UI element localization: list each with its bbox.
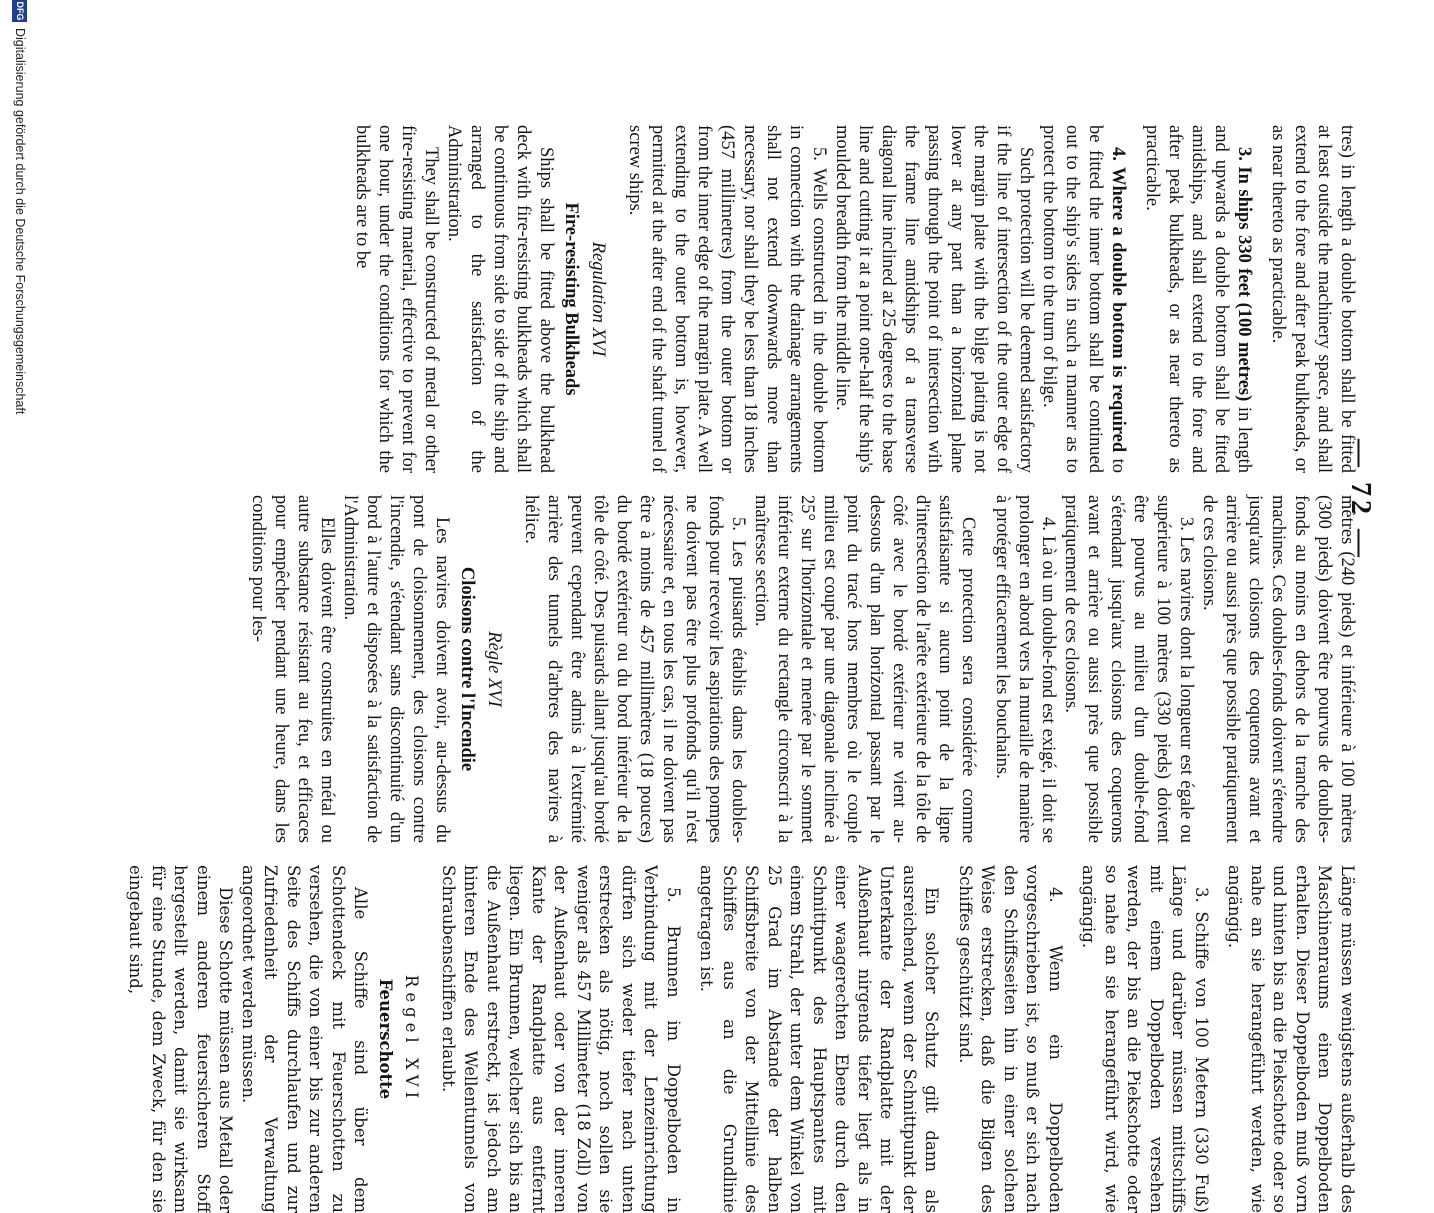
paragraph: Diese Schotte müssen aus Metall oder einem anderen feuersicheren Stoff hergestellt werden, damit sie wirksam für eine Stunde, dem Zweck, für den sie eingebaut sind, bbox=[126, 865, 236, 1213]
page-number: — 72 — bbox=[1345, 439, 1376, 561]
digitization-credit bbox=[8, 0, 32, 1000]
paragraph bbox=[1140, 125, 1255, 473]
paragraph: 5. Brunnen im Doppelboden in Verbindung mit der Lenzeinrichtung dürfen sich weder tiefer nach unten erstrecken als nötig, noch sollen sie weniger als 457 Millimeter (18 Zoll) von der Außenhaut oder von der inneren Kante der Randplatte aus entfernt liegen. Ein Brunnen, welcher sich bis an die Außenhaut erstreckt, ist jedoch am hinteren Ende des Wellentunnels von Schraubenschiffen erlaubt. bbox=[439, 865, 683, 1213]
paragraph-text: to be fitted the inner bottom shall be continued out to the ship's sides in such a manner as to protect the bottom to the turn of bilge. bbox=[1039, 125, 1128, 474]
paragraph-text: in length and upwards a double bottom shall be fitted amidships, and shall extend to the fore and after peak bulkheads, or as near thereto as practicable. bbox=[1142, 125, 1254, 473]
section-heading: Cloisons contre l'Incendie bbox=[457, 566, 477, 772]
paragraph: Ein solcher Schutz gilt dann als ausreichend, wenn der Schnittpunkt der Unterkante der Randplatte mit der Außenhaut nirgends tiefer liegt als in einer waagerechten Ebene durch den Schnittpunkt des Hauptspantes mit einem Strahl, der unter dem Winkel von 25 Grad im Abstande der halben Schiffsbreite von der Mittellinie des Schiffes aus an die Grundlinie angetragen ist. bbox=[697, 865, 942, 1213]
paragraph: Länge müssen wenigstens außerhalb des Maschinenraums einen Doppelboden erhalten. Dieser Doppelboden muß vorn und hinten bis an die Piekschotte oder so nahe an sie herangeführt werden, wie angängig. bbox=[1225, 865, 1357, 1213]
paragraph: 5. Les puisards établis dans les doubles-fonds pour recevoir les aspirations des pompes ne doivent pas être plus profonds qu'il n'est nécessaire et, en tous les cas, il ne doivent pas être à moins de 457 millimètres (18 pouces) du bordé extérieur ou du bord intérieur de la tôle de côté. Des puisards allant jusqu'au bordé peuvent cependant être admis à l'extrémité arrière des tunnels d'arbres des navires à hélice. bbox=[521, 495, 748, 843]
paragraph: 4. Wenn ein Doppelboden vorgeschrieben ist, so muß er sich nach den Schiffsseiten hin in einer solchen Weise erstrecken, daß die Bilgen des Schiffes geschützt sind. bbox=[956, 865, 1065, 1213]
section-heading: Fire-resisting Bulkheads bbox=[561, 202, 581, 396]
paragraph: 3. Schiffe von 100 Metern (330 Fuß) Länge und darüber müssen mittschiffs mit einem Doppelboden versehen werden, der bis an die Piekschotte oder so nahe an sie herangeführt wird, wie angängig. bbox=[1079, 865, 1211, 1213]
german-column bbox=[124, 865, 1358, 1213]
regulation-title: Regulation XVI bbox=[588, 241, 608, 357]
paragraph: They shall be constructed of metal or other fire-resisting material, effective to prevent for one hour, under the conditions for which the bulkheads are to be bbox=[352, 125, 441, 473]
paragraph: mètres (240 pieds) et inférieure à 100 mètres (300 pieds) doivent être pourvus de doubles-fonds au moins en dehors de la tranche des machines. Ces doubles-fonds doivent s'étendre jusqu'aux cloisons des coquerons avant et arrière ou aussi près que possible pratiquement de ces cloisons. bbox=[1199, 495, 1357, 843]
paragraph-lead: 3. In ships 330 feet (100 metres) bbox=[1234, 147, 1254, 402]
english-column bbox=[350, 125, 1358, 473]
credit-text: Digitalisierung gefördert durch die Deutsche Forschungsgemeinschaft bbox=[13, 28, 27, 415]
paragraph: tres) in length a double bottom shall be fitted at least outside the machinery space, and shall extend to the fore and after peak bulkheads, or as near thereto as practicable. bbox=[1268, 125, 1357, 473]
paragraph bbox=[1037, 125, 1129, 473]
paragraph: 5. Wells constructed in the double bottom in connection with the drainage arrangements shall not extend downwards more than necessary, nor shall they be less than 18 inches (457 millimetres) from the outer bottom or from the inner edge of the margin plate. A well extending to the outer bottom is, however, permitted at the after end of the shaft tunnel of screw ships. bbox=[625, 125, 829, 473]
regulation-title: Règle XVI bbox=[484, 631, 504, 707]
paragraph: Ships shall be fitted above the bulkhead deck with fire-resisting bulkheads which shall be continuous from side to side of the ship and arranged to the satisfaction of the Administration. bbox=[444, 125, 556, 473]
regulation-title: Regel XVI bbox=[402, 974, 422, 1104]
paragraph: Alle Schiffe sind über dem Schottendeck mit Feuerschotten zu versehen, die von einer bis zur anderen Seite des Schiffs durchlaufen und zur Zufriedenheit der Verwaltung angeordnet werden müssen. bbox=[239, 865, 371, 1213]
paragraph: Elles doivent être construites en métal ou autre substance résistant au feu, et efficaces pour empêcher pendant une heure, dans les conditions pour les- bbox=[248, 495, 337, 843]
paragraph: Such protection will be deemed satisfactory if the line of intersection of the outer edge of the margin plate with the bilge plating is not lower at any part than a horizontal plane passing through the point of intersection with the frame line amidships of a transverse diagonal line inclined at 25 degrees to the base line and cutting it at a point one-half the ship's moulded breadth from the middle line. bbox=[832, 125, 1036, 473]
paragraph: Cette protection sera considérée comme satisfaisante si aucun point de la ligne d'intersection de l'arête extérieure de la tôle de côté avec le bordé extérieur ne vient au-dessous d'un plan horizontal passant par le point du tracé hors membres où le couple milieu est coupé par une diagonale inclinée à 25° sur l'horizontale et menée par le sommet inférieur externe du rectangle circonscrit à la maîtresse section. bbox=[751, 495, 978, 843]
paragraph-lead: 4. Where a double bottom is required bbox=[1108, 147, 1128, 453]
paragraph: Les navires doivent avoir, au-dessus du pont de cloisonnement, des cloisons contre l'incendie, s'étendant sans discontinuité d'un bord à l'autre et disposées à la satisfaction de l'Administration. bbox=[340, 495, 452, 843]
section-heading: Feuerschotte bbox=[376, 978, 395, 1100]
french-column bbox=[246, 495, 1358, 843]
paragraph: 3. Les navires dont la longueur est égale ou supérieure à 100 mètres (330 pieds) doivent être pourvus au milieu d'un double-fond s'étendant jusqu'aux cloisons des coquerons avant et arrière ou aussi près que possible pratiquement de ces cloisons. bbox=[1061, 495, 1196, 843]
paragraph: 4. Là où un double-fond est exigé, il doit se prolonger en abord vers la muraille de manière à protéger efficacement les bouchains. bbox=[992, 495, 1058, 843]
dfg-logo-icon: DFG bbox=[12, 0, 27, 22]
